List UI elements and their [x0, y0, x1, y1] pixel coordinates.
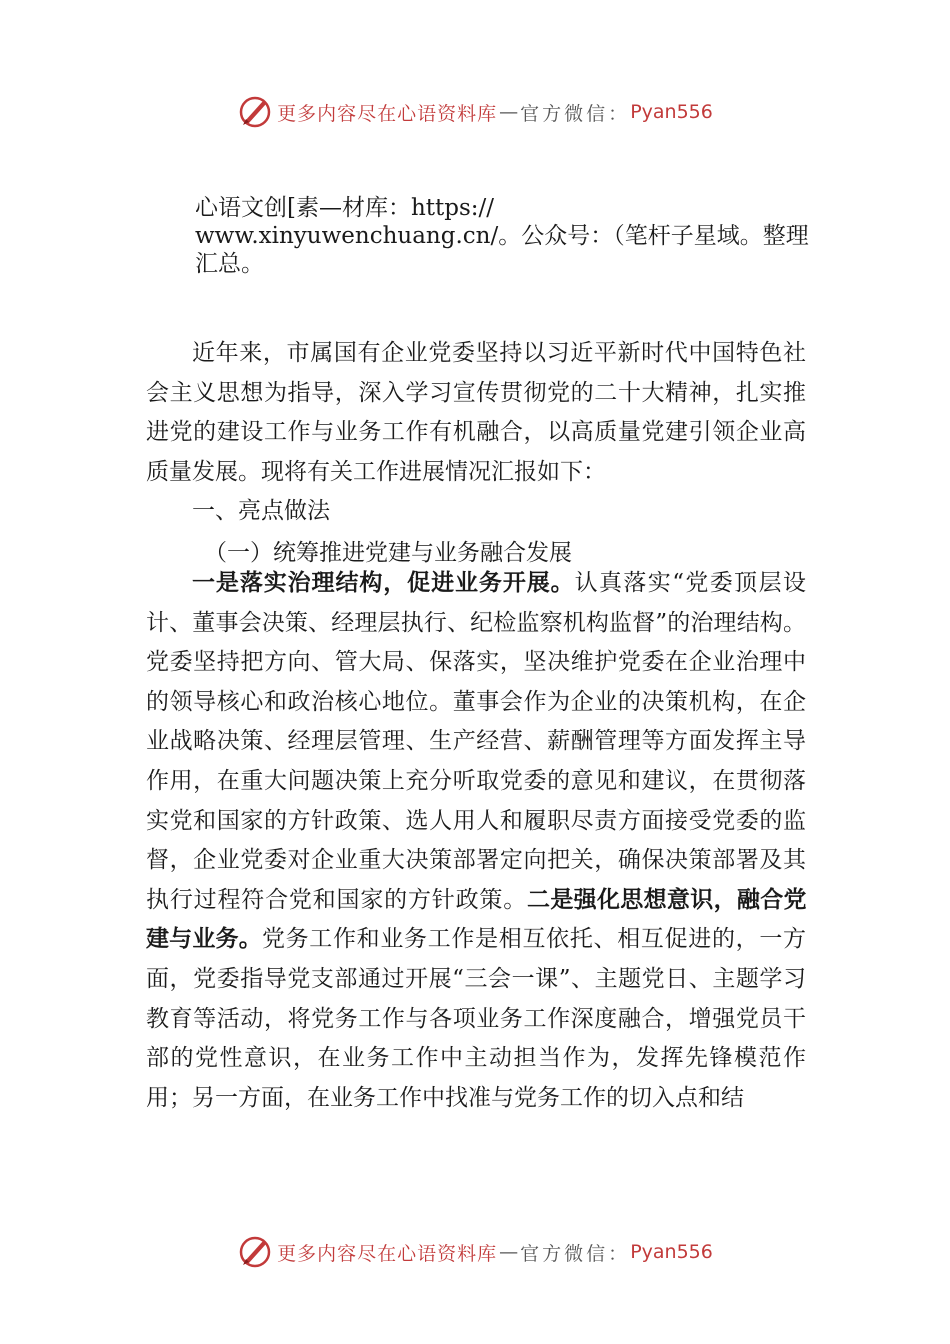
watermark-label: 官方微信：: [520, 1242, 631, 1265]
point-two-text: 党务工作和业务工作是相互依托、相互促进的，一方面，党委指导党支部通过开展“三会一课”、主题党日、主题学习教育等活动，将党务工作与各项业务工作深度融合，增强党员干部的党性意识，在业务工作中主动担当作为，发挥先锋模范作用；另一方面，在业务工作中找准与党务工作的切入点和结: [146, 926, 807, 1111]
intro-paragraph: 近年来，市属国有企业党委坚持以习近平新时代中国特色社会主义思想为指导，深入学习宣传贯彻党的二十大精神，扎实推进党的建设工作与业务工作有机融合，以高质量党建引领企业高质量发展。现将有关工作进展情况汇报如下：: [146, 340, 806, 485]
watermark-banner-bottom: [0, 1232, 950, 1272]
point-one-paragraph: [146, 564, 806, 1118]
watermark-separator: —: [499, 1241, 519, 1263]
watermark-banner-top: [0, 92, 950, 132]
watermark-text: 更多内容尽在心语资料库: [277, 1242, 498, 1265]
point-two-lead: 二是强化思想意识，融合党建与业务。: [146, 886, 807, 953]
point-one-text: 认真落实“党委顶层设计、董事会决策、经理层执行、纪检监察机构监督”的治理结构。党委坚持把方向、管大局、保落实，坚决维护党委在企业治理中的领导核心和政治核心地位。董事会作为企业的决策机构，在企业战略决策、经理层管理、生产经营、薪酬管理等方面发挥主导作用，在重大问题决策上充分听取党委的意见和建议，在贯彻落实党和国家的方针政策、选人用人和履职尽责方面接受党委的监督，企业党委对企业重大决策部署定向把关，确保决策部署及其执行过程符合党和国家的方针政策。: [146, 569, 807, 913]
watermark-id: Pyan556: [630, 101, 713, 123]
point-one-lead: 一是落实治理结构，促进业务开展。: [192, 569, 575, 596]
watermark-separator: —: [499, 101, 519, 123]
document-body: [146, 334, 806, 1118]
subsection-title: （一）统筹推进党建与业务融合发展: [204, 539, 572, 566]
source-note: 心语文创[素—材库：https:// www.xinyuwenchuang.cn/。公众号：（笔杆子星域。整理 汇总。: [195, 195, 809, 277]
section-title: 一、亮点做法: [192, 498, 330, 525]
watermark-label: 官方微信：: [520, 102, 631, 125]
pen-logo-icon: [237, 1234, 273, 1270]
watermark-text: 更多内容尽在心语资料库: [277, 102, 498, 125]
pen-logo-icon: [237, 94, 273, 130]
watermark-id: Pyan556: [630, 1241, 713, 1263]
